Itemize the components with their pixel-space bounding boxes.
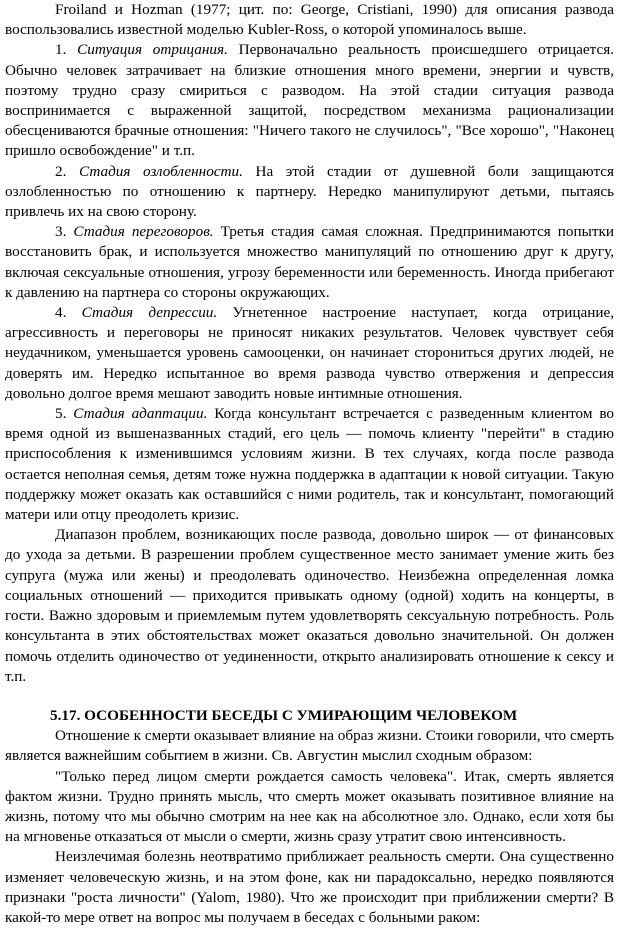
death-attitude-paragraph: Отношение к смерти оказывает влияние на образ жизни. Стоики говорили, что смерть является важнейшим событием в жизни. Св. Августин мыслил сходным образом: [5, 727, 614, 765]
stage-text: Первоначально реальность происшедшего отрицается. Обычно человек затрачивает на близкие отношения много времени, энергии и чувств, поэтому трудно сразу смириться с разводом. На этой стадии ситуация развода воспринимается с выраженной защитой, посредством механизма рационализации обесцениваются брачные отношения: "Ничего такого не случилось", "Все хорошо", "Наконец пришло освобождение" и т.п. [5, 41, 614, 160]
stage-title: Ситуация отрицания. [77, 41, 228, 59]
quote-paragraph: "Только перед лицом смерти рождается самость человека". Итак, смерть является фактом жизни. Трудно принять мысль, что смерть может оказывать позитивное влияние на жизнь, потому что мы обычно смотрим на нее как на абсолютное зло. Однако, если хотя бы на мгновенье отказаться от мысли о смерти, жизнь сразу утратит свою интенсивность. [5, 767, 614, 846]
stage-number: 5. [55, 405, 74, 423]
stage-text: Третья стадия самая сложная. Предпринимаются попытки восстановить брак, и используется множество манипуляций по отношению друг к другу, включая сексуальные отношения, угрозу беременности или беременность. Иногда прибегают к давлению на партнера со стороны окружающих. [5, 223, 614, 301]
stage-text: Когда консультант встречается с разведенным клиентом во время одной из вышеназванных стадий, его цель — помочь клиенту "перейти" в стадию приспособления к изменившимся условиям жизни. В тех случаях, когда после развода остается неполная семья, детям тоже нужна поддержка в адаптации к новой ситуации. Такую поддержку может оказать как оставшийся с ними родитель, так и консультант, помогающий матери или отцу преодолеть кризис. [5, 405, 615, 524]
stage-3-paragraph [0, 222, 620, 303]
problems-paragraph: Диапазон проблем, возникающих после развода, довольно широк — от финансовых до ухода за детьми. В разрешении проблем существенное место занимает умение жить без супруга (мужа или жены) и преодолевать одиночество. Неизбежна определенная ломка социальных отношений — приходится привыкать одному (одной) ходить на концерты, в гости. Важно здоровым и приемлемым путем удовлетворять сексуальную потребность. Роль консультанта в этих обстоятельствах может оказаться довольно значительной. Он должен помочь отделить одиночество от уединенности, открыто анализировать отношение к сексу и т.п. [5, 526, 614, 685]
stage-2-paragraph [0, 162, 620, 223]
stage-4-paragraph [0, 303, 620, 404]
stage-1-paragraph [0, 40, 620, 161]
stage-title: Стадия адаптации. [73, 405, 208, 423]
stage-title: Стадия озлобленности. [78, 162, 243, 180]
stage-number: 2. [55, 162, 79, 180]
stage-number: 1. [55, 41, 78, 59]
intro-paragraph: Froiland и Hozman (1977; цит. по: George, Cristiani, 1990) для описания развода воспользовались известной моделью Kubler-Ross, о которой упоминалось выше. [5, 1, 614, 39]
section-heading: 5.17. ОСОБЕННОСТИ БЕСЕДЫ С УМИРАЮЩИМ ЧЕЛОВЕКОМ [50, 706, 518, 724]
stage-text: Угнетенное настроение наступает, когда отрицание, агрессивность и переговоры не приносят никаких результатов. Человек чувствует себя неудачником, уменьшается уровень самооценки, он начинает сторониться других людей, не доверять им. Нередко испытанное во время развода чувство отвержения и депрессия довольно долгое время мешают заводить новые интимные отношения. [5, 304, 615, 402]
stage-title: Стадия переговоров. [73, 223, 214, 241]
illness-paragraph: Неизлечимая болезнь неотвратимо приближает реальность смерти. Она существенно изменяет человеческую жизнь, и на этом фоне, как ни парадоксально, нередко появляются признаки "роста личности" (Yalom, 1980). Что же происходит при приближении смерти? В какой-то мере ответ на вопрос мы получаем в беседах с больными раком: [5, 848, 614, 926]
stage-number: 4. [55, 304, 82, 322]
stage-title: Стадия депрессии. [81, 304, 218, 322]
stage-5-paragraph [0, 404, 620, 525]
stage-number: 3. [55, 223, 74, 241]
stage-text: На этой стадии от душевной боли защищаются озлобленностью по отношению к партнеру. Нередко манипулируют детьми, пытаясь привлечь их на свою сторону. [5, 162, 614, 221]
